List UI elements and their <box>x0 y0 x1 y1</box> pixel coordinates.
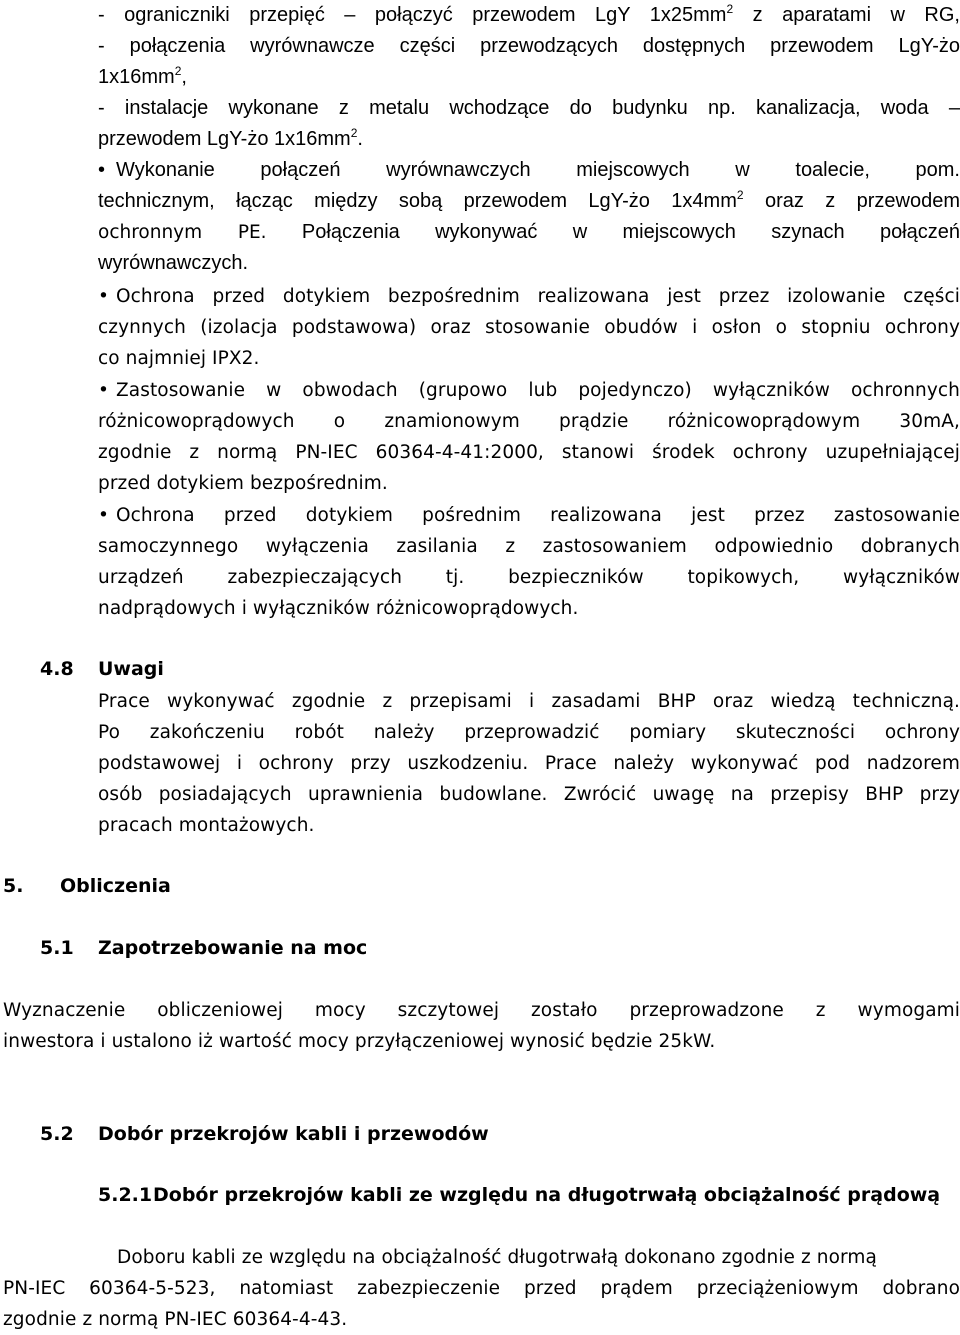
section-heading-5-1: 5.1 Zapotrzebowanie na moc <box>40 937 368 959</box>
section-heading-5-2: 5.2 Dobór przekrojów kabli i przewodów <box>40 1123 489 1145</box>
bullet-icon: • <box>98 159 106 181</box>
bullet-icon: • <box>98 505 110 526</box>
list-item-cont: $1x16mm^2$, <box>98 64 187 88</box>
section-heading-5-2-1: 5.2.1 Dobór przekrojów kabli ze względu na długotrwałą obciążalność prądową <box>98 1184 941 1206</box>
connections-list <box>98 0 960 155</box>
moc-paragraph: Wyznaczenie obliczeniowej mocy szczytowej zostało przeprowadzone z wymogami inwestora i ustalono iż wartość mocy przyłączeniowej wynosić będzie 25kW. <box>3 1000 960 1052</box>
list-item: - ograniczniki przepięć – połączyć przewodem LgY $1x25mm^2$ z aparatami w RG, <box>98 2 960 26</box>
bullet-item-zastosowanie: • Zastosowanie w obwodach (grupowo lub pojedynczo) wyłączników ochronnych różnicowoprądowych o znamionowym prądzie różnicowoprądowym 30mA, zgodnie z normą PN-IEC 60364-4-41:2000, stanowi środek ochrony uzupełniającej przed dotykiem bezpośrednim. <box>98 375 960 499</box>
bullet-icon: • <box>98 380 110 401</box>
list-item: - instalacje wykonane z metalu wchodzące do budynku np. kanalizacja, woda – <box>98 97 960 119</box>
bullet-item-ochrona-bezposrednia: • Ochrona przed dotykiem bezpośrednim realizowana jest przez izolowanie części czynnych (izolacja podstawowa) oraz stosowanie obudów i osłon o stopniu ochrony co najmniej IPX2. <box>98 281 960 374</box>
bullet-icon: • <box>98 286 110 307</box>
bullet-item-ochrona-posrednia: • Ochrona przed dotykiem pośrednim realizowana jest przez zastosowanie samoczynnego wyłączenia zasilania z zastosowaniem odpowiednio dobranych urządzeń zabezpieczających tj. bezpieczników topikowych, wyłączników nadprądowych i wyłączników różnicowoprądowych. <box>98 500 960 624</box>
list-item-cont: przewodem LgY-żo $1x16mm^2$. <box>98 126 363 150</box>
dobor-paragraph: Doboru kabli ze względu na obciążalność długotrwałą dokonano zgodnie z normą PN-IEC 60364-5-523, natomiast zabezpieczenie przed prądem przeciążeniowym dobrano zgodnie z normą PN-IEC 60364-4-43. <box>3 1247 960 1330</box>
section-heading-5: 5. Obliczenia <box>3 875 171 897</box>
section-heading-4-8: 4.8 Uwagi <box>40 658 164 680</box>
list-item: - połączenia wyrównawcze części przewodzących dostępnych przewodem LgY-żo <box>98 35 960 57</box>
bullet-item-wykonanie: • Wykonanie połączeń wyrównawczych miejscowych w toalecie, pom. technicznym, łącząc między sobą przewodem LgY-żo $1x4mm^2$ oraz z przewodem ochronnym PE. Połączenia wykonywać w miejscowych szynach połączeń wyrównawczych. <box>98 155 960 279</box>
uwagi-paragraph: Prace wykonywać zgodnie z przepisami i zasadami BHP oraz wiedzą techniczną. Po zakończeniu robót należy przeprowadzić pomiary skuteczności ochrony podstawowej i ochrony przy uszkodzeniu. Prace należy wykonywać pod nadzorem osób posiadających uprawnienia budowlane. Zwrócić uwagę na przepisy BHP przy pracach montażowych. <box>98 691 960 836</box>
